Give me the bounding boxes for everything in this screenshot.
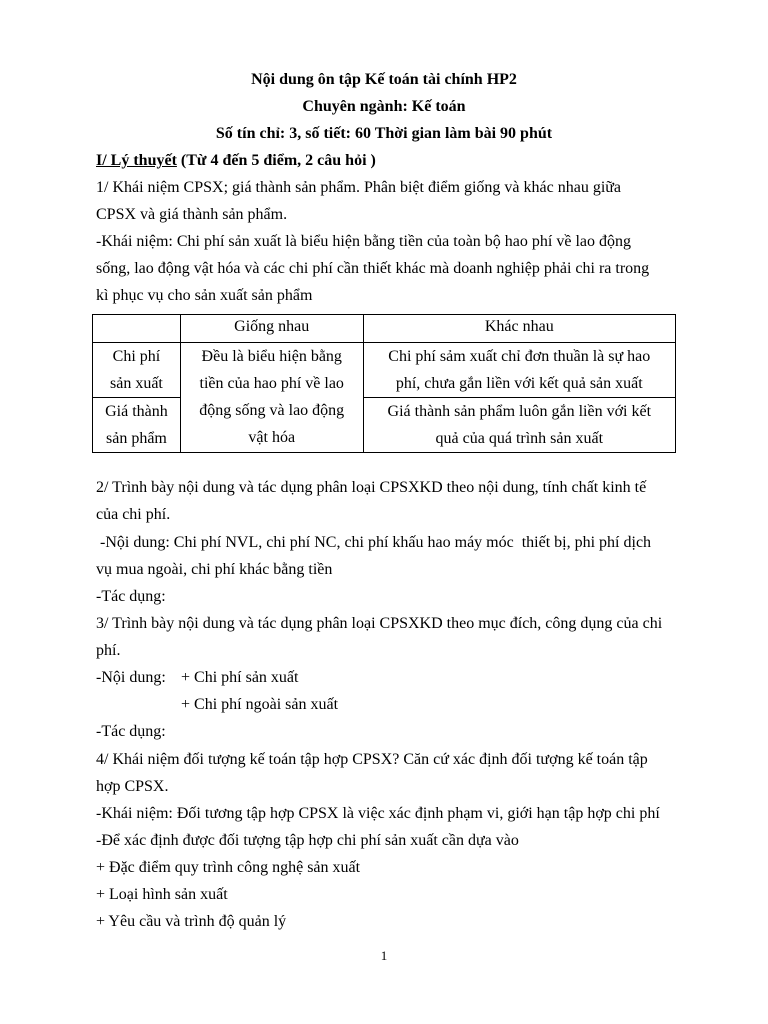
section-heading-label: I/ Lý thuyết [96, 152, 177, 169]
q3-line-1: 3/ Trình bày nội dung và tác dụng phân loại CPSXKD theo mục đích, công dụng của chi [96, 615, 663, 632]
q3-content-item-1: + Chi phí sản xuất [181, 669, 299, 686]
document-credits: Số tín chỉ: 3, số tiết: 60 Thời gian làm bài 90 phút [215, 125, 553, 142]
q4-line-2: hợp CPSX. [96, 778, 169, 795]
cell-line: động sống và lao động [199, 402, 345, 419]
cell-line: Chi phí [112, 348, 161, 365]
table-cell-cpsx-label [93, 343, 181, 398]
cell-line: sản xuất [110, 375, 163, 392]
table-cell-gtsp-label [93, 398, 181, 453]
q4-line-1: 4/ Khái niệm đối tượng kế toán tập hợp CPSX? Căn cứ xác định đối tượng kế toán tập [96, 751, 648, 768]
table-header-same: Giống nhau [180, 315, 363, 343]
q4-item-3: + Yêu cầu và trình độ quản lý [96, 913, 287, 930]
document-major: Chuyên ngành: Kế toán [302, 98, 466, 115]
table-row [93, 343, 676, 398]
q2-content-2: vụ mua ngoài, chi phí khác bằng tiền [96, 561, 333, 578]
q1-line-1: 1/ Khái niệm CPSX; giá thành sản phẩm. Phân biệt điểm giống và khác nhau giữa [96, 179, 622, 196]
q2-line-2: của chi phí. [96, 506, 171, 523]
q1-definition-2: sống, lao động vật hóa và các chi phí cần thiết khác mà doanh nghiệp phải chi ra trong [96, 260, 650, 277]
table-cell-same [180, 343, 363, 453]
q4-basis: -Để xác định được đối tượng tập hợp chi phí sản xuất cần dựa vào [96, 832, 519, 849]
cell-line: Giá thành [105, 403, 168, 420]
q2-content-1: -Nội dung: Chi phí NVL, chi phí NC, chi phí khấu hao máy móc thiết bị, phi phí dịch [96, 534, 652, 551]
table-cell-gtsp-diff [363, 398, 675, 453]
cell-line: vật hóa [248, 429, 296, 446]
cell-line: Đều là biểu hiện bằng [201, 348, 342, 365]
q4-definition: -Khái niệm: Đối tương tập hợp CPSX là việc xác định phạm vi, giới hạn tập hợp chi phí [96, 805, 660, 822]
q3-content-item-2: + Chi phí ngoài sản xuất [181, 696, 339, 713]
section-heading-note: (Từ 4 đến 5 điểm, 2 câu hỏi ) [180, 152, 376, 169]
cell-line: phí, chưa gắn liền với kết quả sản xuất [395, 375, 643, 392]
cell-line: quả của quá trình sản xuất [435, 430, 604, 447]
q2-effect: -Tác dụng: [96, 588, 166, 605]
q1-line-2: CPSX và giá thành sản phẩm. [96, 206, 288, 223]
q3-content-label: -Nội dung: [96, 669, 166, 686]
table-header-empty [93, 315, 181, 343]
document-title: Nội dung ôn tập Kế toán tài chính HP2 [251, 71, 517, 88]
q1-definition-1: -Khái niệm: Chi phí sản xuất là biểu hiện bằng tiền của toàn bộ hao phí về lao động [96, 233, 631, 250]
q3-effect: -Tác dụng: [96, 723, 166, 740]
cell-line: sản phẩm [106, 430, 167, 447]
table-row [93, 398, 676, 453]
q4-item-2: + Loại hình sản xuất [96, 886, 228, 903]
q1-definition-3: kì phục vụ cho sản xuất sản phẩm [96, 287, 313, 304]
cell-line: Giá thành sản phẩm luôn gắn liền với kết [387, 403, 652, 420]
table-header-diff: Khác nhau [363, 315, 675, 343]
page-number: 1 [380, 948, 388, 963]
table-cell-cpsx-diff [363, 343, 675, 398]
cell-line: tiền của hao phí về lao [199, 375, 344, 392]
cell-line: Chi phí sảm xuất chỉ đơn thuần là sự hao [388, 348, 651, 365]
comparison-table [92, 314, 676, 453]
table-header-row [93, 315, 676, 343]
q3-line-2: phí. [96, 642, 121, 659]
q4-item-1: + Đặc điểm quy trình công nghệ sản xuất [96, 859, 361, 876]
section-heading [96, 153, 376, 169]
q2-line-1: 2/ Trình bày nội dung và tác dụng phân loại CPSXKD theo nội dung, tính chất kinh tế [96, 479, 647, 496]
